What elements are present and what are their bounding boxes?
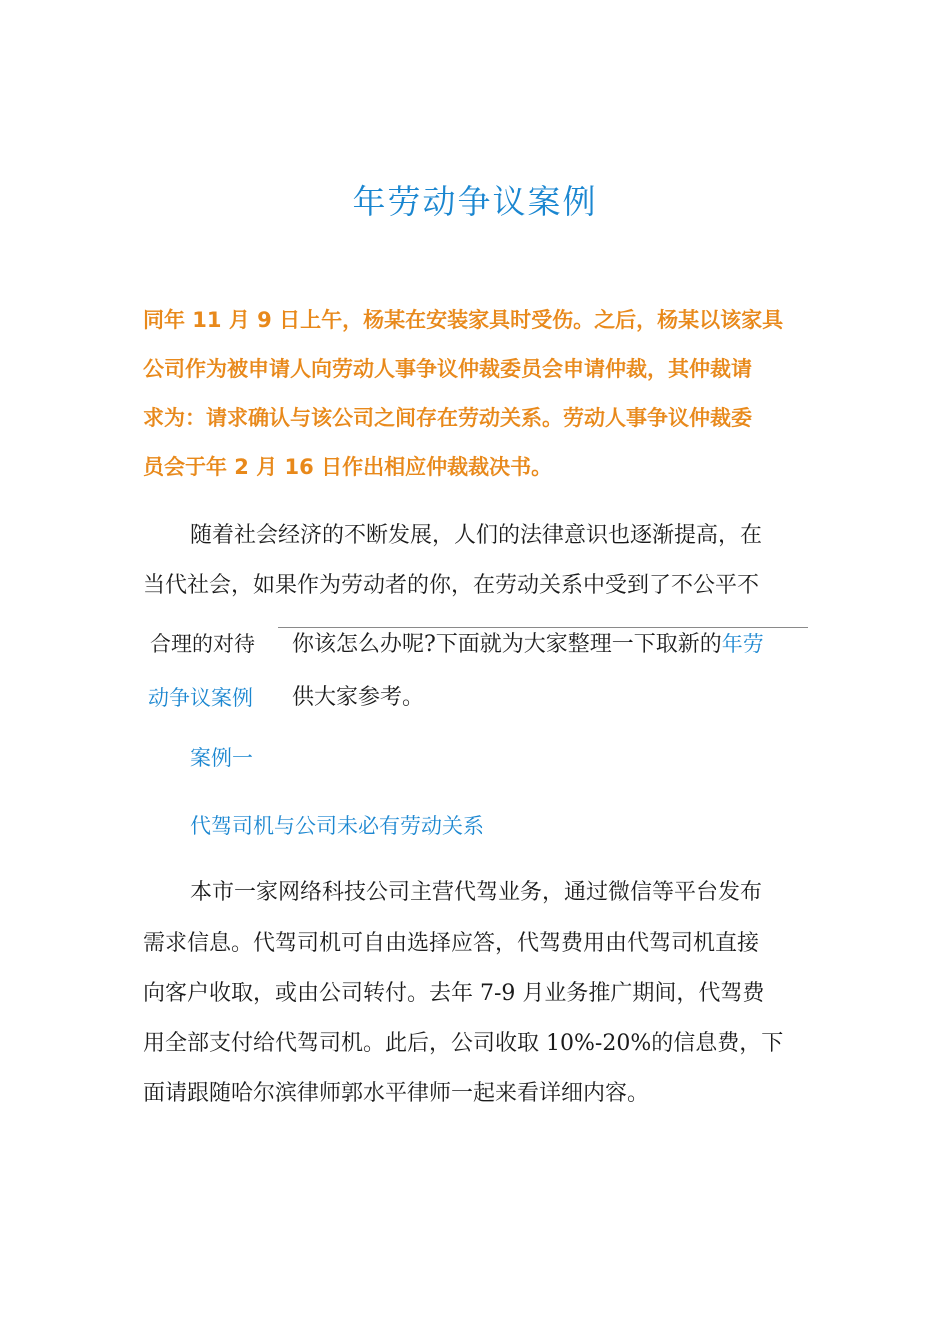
clipped-text: 合理的对待 — [150, 632, 255, 656]
para2-line-3: 向客户收取，或由公司转付。去年 7-9 月业务推广期间，代驾费 — [143, 981, 765, 1006]
document-title: 年劳动争议案例 — [352, 182, 598, 221]
para2-line-2: 需求信息。代驾司机可自由选择应答，代驾费用由代驾司机直接 — [143, 931, 760, 956]
intro-line-2: 公司作为被申请人向劳动人事争议仲裁委员会申请仲裁，其仲裁请 — [143, 357, 752, 381]
intro-line-1: 同年 11 月 9 日上午，杨某在安装家具时受伤。之后，杨某以该家具 — [143, 308, 784, 332]
intro-line-4: 员会于年 2 月 16 日作出相应仲裁裁决书。 — [143, 455, 553, 479]
para1-line-3-text: 你该怎么办呢?下面就为大家整理一下取新的 — [292, 632, 722, 657]
para2-line-4: 用全部支付给代驾司机。此后，公司收取 10%-20%的信息费，下 — [143, 1031, 784, 1056]
clipped-text-box — [150, 629, 268, 663]
intro-line-3: 求为：请求确认与该公司之间存在劳动关系。劳动人事争议仲裁委 — [143, 406, 752, 430]
para1-line-2: 当代社会，如果作为劳动者的你，在劳动关系中受到了不公平不 — [143, 573, 760, 598]
para1-line-1: 随着社会经济的不断发展，人们的法律意识也逐渐提高，在 — [190, 523, 763, 548]
case-title: 代驾司机与公司未必有劳动关系 — [190, 814, 484, 838]
para2-line-1: 本市一家网络科技公司主营代驾业务，通过微信等平台发布 — [190, 880, 763, 905]
case-heading: 案例一 — [190, 746, 253, 770]
para1-line-4: 供大家参考。 — [292, 685, 425, 710]
para1-line-3 — [292, 628, 764, 661]
topic-link-part-2[interactable]: 动争议案例 — [148, 686, 253, 710]
topic-link-part-1[interactable]: 年劳 — [721, 632, 764, 656]
para2-line-5: 面请跟随哈尔滨律师郭水平律师一起来看详细内容。 — [143, 1081, 650, 1106]
